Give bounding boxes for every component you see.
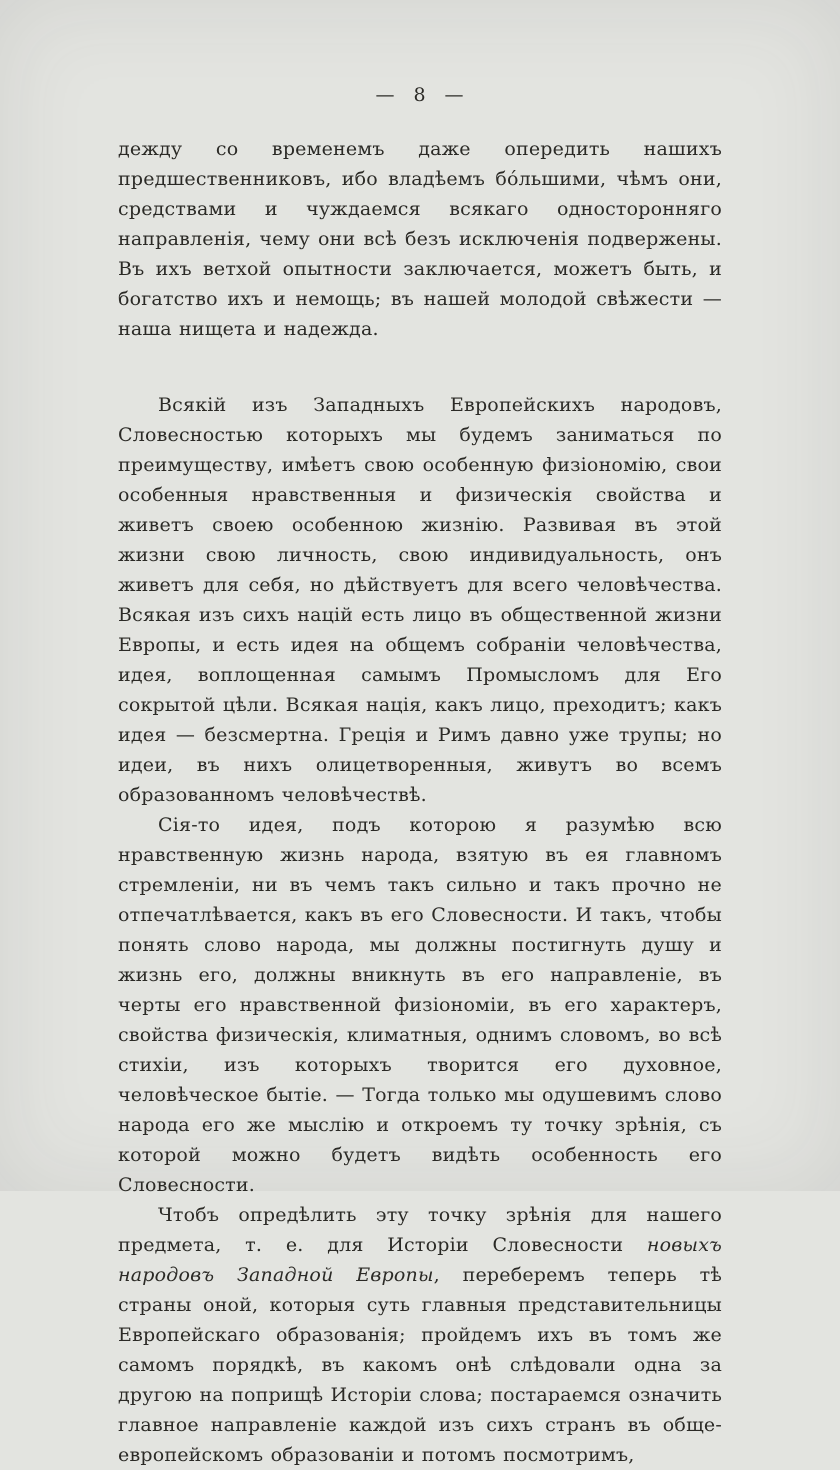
- page-number: 8: [413, 84, 427, 106]
- paragraph-4-text-before: Чтобъ опредѣлить эту точку зрѣнія для нашего предмета, т. е. для Исторіи Словесности: [118, 1204, 722, 1256]
- paragraph-4-text-after: , переберемъ теперь тѣ страны оной, которыя суть главныя представительницы Европейскаго образованія; пройдемъ ихъ въ томъ же самомъ порядкѣ, въ какомъ онѣ слѣдовали одна за другою на поприщѣ Исторіи слова; постараемся означить главное направленіе каждой изъ сихъ странъ въ обще-европейскомъ образованіи и потомъ посмотримъ,: [118, 1264, 723, 1466]
- paragraph-3: Сія-то идея, подъ которою я разумѣю всю нравственную жизнь народа, взятую въ ея главномъ стремленіи, ни въ чемъ такъ сильно и такъ прочно не отпечатлѣвается, какъ въ его Словесности. И такъ, чтобы понять слово народа, мы должны постигнуть душу и жизнь его, должны вникнуть въ его направленіе, въ черты его нравственной физіономіи, въ его характеръ, свойства физическія, климатныя, однимъ словомъ, во всѣ стихіи, изъ которыхъ творится его духовное, человѣческое бытіе. — Тогда только мы одушевимъ слово народа его же мыслію и откроемъ ту точку зрѣнія, съ которой можно будетъ видѣть особенность его Словесности.: [118, 814, 722, 1196]
- header-dash-right: —: [444, 84, 465, 106]
- header-dash-left: —: [375, 84, 396, 106]
- paragraph-2: Всякій изъ Западныхъ Европейскихъ народовъ, Словесностью которыхъ мы будемъ заниматься по преимуществу, имѣетъ свою особенную физіономію, свои особенныя нравственныя и физическія свойства и живетъ своею особенною жизнію. Развивая въ этой жизни свою личность, свою индивидуальность, онъ живетъ для себя, но дѣйствуетъ для всего человѣчества. Всякая изъ сихъ націй есть лицо въ общественной жизни Европы, и есть идея на общемъ собраніи человѣчества, идея, воплощенная самымъ Промысломъ для Его сокрытой цѣли. Всякая нація, какъ лицо, преходитъ; какъ идея — безсмертна. Греція и Римъ давно уже трупы; но идеи, въ нихъ олицетворенныя, живутъ во всемъ образованномъ человѣчествѣ.: [118, 394, 722, 806]
- text-block: [118, 134, 722, 1470]
- paragraph-1: дежду со временемъ даже опередить нашихъ предшественниковъ, ибо владѣемъ бо́льшими, чѣмъ они, средствами и чуждаемся всякаго односторонняго направленія, чему они всѣ безъ исключенія подвержены. Въ ихъ ветхой опытности заключается, можетъ быть, и богатство ихъ и немощь; въ нашей молодой свѣжести — наша нищета и надежда.: [118, 138, 722, 340]
- paragraph-4-italic-phrase: новыхъ народовъ Западной Европы: [118, 1234, 722, 1286]
- paragraph-4: [118, 1200, 722, 1470]
- page-number-header: [0, 84, 840, 106]
